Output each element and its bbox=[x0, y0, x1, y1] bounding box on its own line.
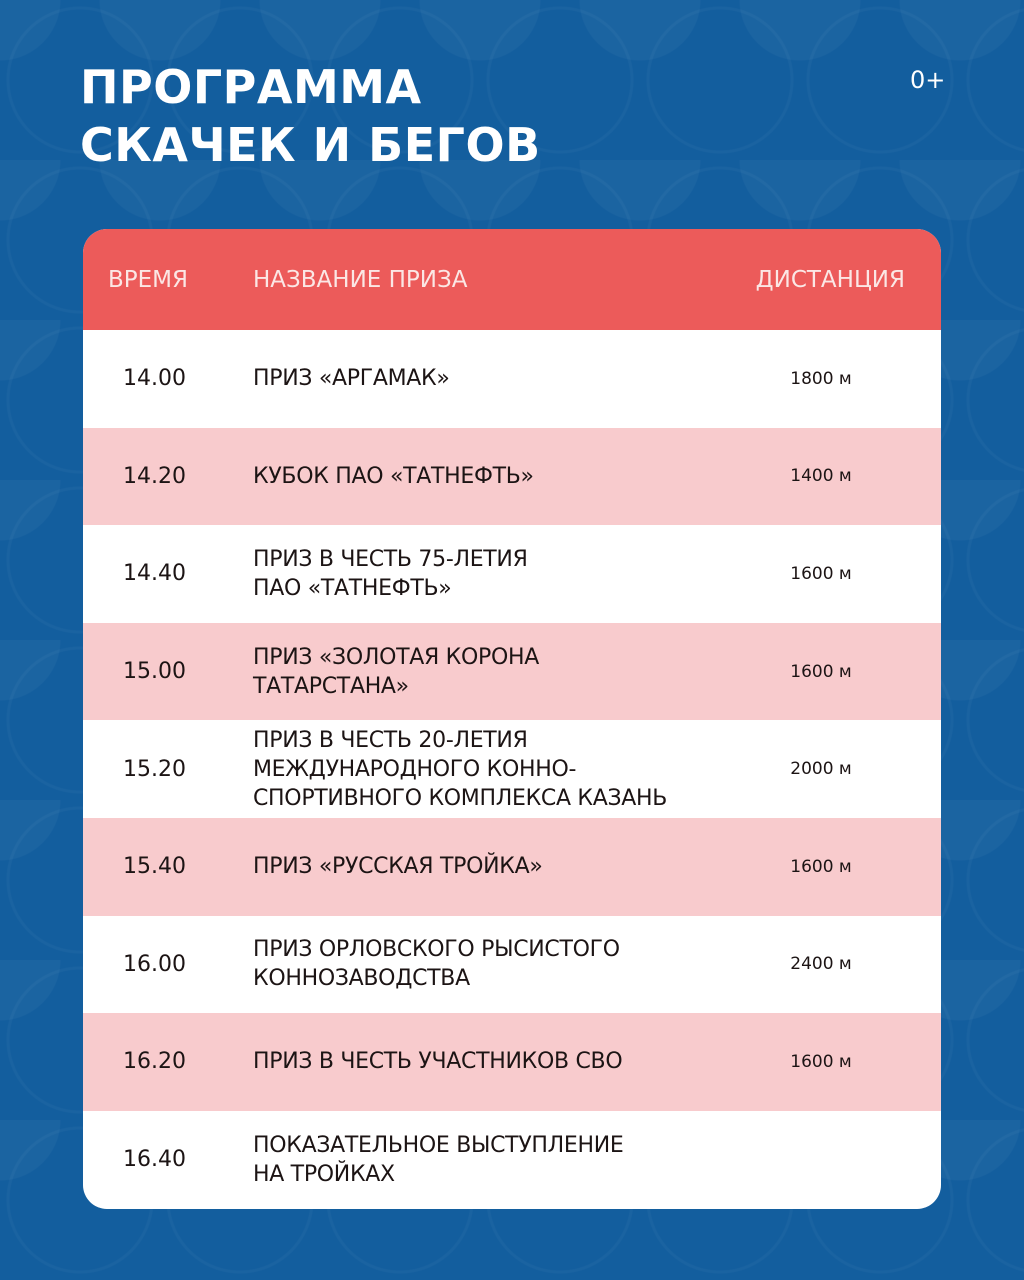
prize-name-line: ПРИЗ «АРГАМАК» bbox=[253, 366, 450, 392]
cell-prize-name bbox=[253, 364, 731, 393]
cell-prize-name bbox=[253, 852, 731, 881]
cell-time: 14.00 bbox=[123, 366, 186, 392]
schedule-table bbox=[83, 229, 941, 1209]
prize-name-line: ПРИЗ ОРЛОВСКОГО РЫСИСТОГО bbox=[253, 937, 620, 963]
table-header bbox=[83, 229, 941, 330]
table-row bbox=[83, 623, 941, 721]
title-line-2: СКАЧЕК И БЕГОВ bbox=[80, 118, 541, 172]
table-row bbox=[83, 720, 941, 818]
cell-prize-name bbox=[253, 1047, 731, 1076]
prize-name-line: ПРИЗ В ЧЕСТЬ УЧАСТНИКОВ СВО bbox=[253, 1049, 623, 1075]
table-row bbox=[83, 330, 941, 428]
cell-distance: 1400 м bbox=[790, 466, 852, 487]
cell-distance: 1600 м bbox=[790, 661, 852, 682]
cell-distance: 2400 м bbox=[790, 954, 852, 975]
cell-prize-name bbox=[253, 726, 731, 813]
table-row bbox=[83, 818, 941, 916]
cell-time: 16.00 bbox=[123, 951, 186, 977]
prize-name-line: КУБОК ПАО «ТАТНЕФТЬ» bbox=[253, 463, 534, 489]
prize-name-line: ПРИЗ «РУССКАЯ ТРОЙКА» bbox=[253, 854, 543, 880]
cell-time: 15.20 bbox=[123, 756, 186, 782]
cell-distance: 1800 м bbox=[790, 368, 852, 389]
cell-time: 16.20 bbox=[123, 1049, 186, 1075]
cell-time: 14.40 bbox=[123, 561, 186, 587]
cell-prize-name bbox=[253, 1131, 731, 1189]
cell-distance: 1600 м bbox=[790, 1051, 852, 1072]
column-header-distance: ДИСТАНЦИЯ bbox=[755, 266, 905, 293]
cell-time: 16.40 bbox=[123, 1147, 186, 1173]
table-row bbox=[83, 1013, 941, 1111]
cell-prize-name bbox=[253, 935, 731, 993]
age-rating-badge: 0+ bbox=[910, 66, 946, 94]
prize-name-line: ТАТАРСТАНА» bbox=[253, 673, 409, 699]
table-row bbox=[83, 916, 941, 1014]
prize-name-line: ПАО «ТАТНЕФТЬ» bbox=[253, 575, 452, 601]
cell-distance: 1600 м bbox=[790, 856, 852, 877]
column-header-prize: НАЗВАНИЕ ПРИЗА bbox=[253, 266, 468, 293]
prize-name-line: ПРИЗ «ЗОЛОТАЯ КОРОНА bbox=[253, 644, 539, 670]
column-header-time: ВРЕМЯ bbox=[108, 266, 189, 293]
prize-name-line: СПОРТИВНОГО КОМПЛЕКСА КАЗАНЬ bbox=[253, 785, 668, 811]
prize-name-line: НА ТРОЙКАХ bbox=[253, 1161, 395, 1187]
table-row bbox=[83, 1111, 941, 1209]
cell-time: 14.20 bbox=[123, 463, 186, 489]
cell-prize-name bbox=[253, 462, 731, 491]
table-row bbox=[83, 525, 941, 623]
cell-time: 15.40 bbox=[123, 854, 186, 880]
prize-name-line: ПРИЗ В ЧЕСТЬ 20-ЛЕТИЯ bbox=[253, 727, 528, 753]
table-body bbox=[83, 330, 941, 1208]
cell-prize-name bbox=[253, 545, 731, 603]
cell-time: 15.00 bbox=[123, 659, 186, 685]
prize-name-line: ПРИЗ В ЧЕСТЬ 75-ЛЕТИЯ bbox=[253, 546, 528, 572]
cell-prize-name bbox=[253, 643, 731, 701]
cell-distance: 1600 м bbox=[790, 563, 852, 584]
prize-name-line: МЕЖДУНАРОДНОГО КОННО- bbox=[253, 756, 577, 782]
cell-distance: 2000 м bbox=[790, 759, 852, 780]
page-title bbox=[80, 58, 541, 174]
title-line-1: ПРОГРАММА bbox=[80, 60, 422, 114]
prize-name-line: КОННОЗАВОДСТВА bbox=[253, 966, 470, 992]
table-row bbox=[83, 428, 941, 526]
prize-name-line: ПОКАЗАТЕЛЬНОЕ ВЫСТУПЛЕНИЕ bbox=[253, 1132, 624, 1158]
